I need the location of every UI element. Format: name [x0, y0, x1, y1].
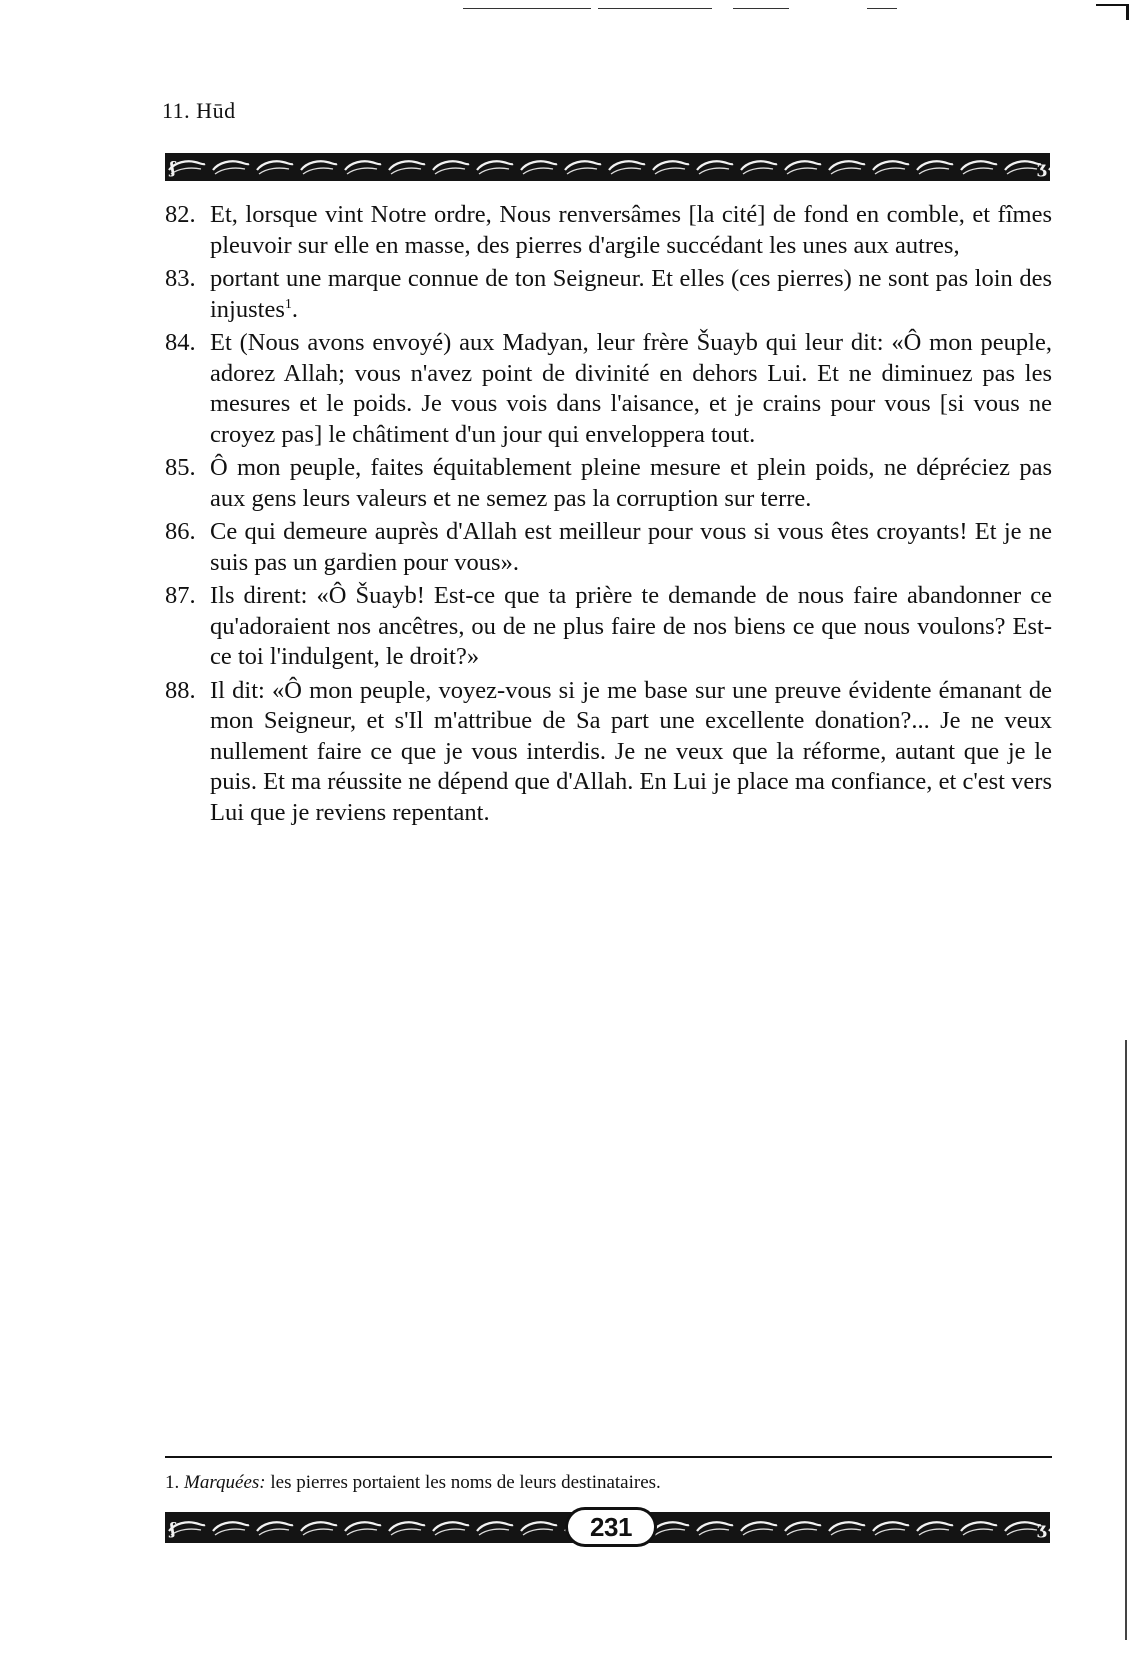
verse-number: 87.	[165, 582, 196, 609]
footnote-reference: 1	[284, 296, 292, 312]
verse-text: Ce qui demeure auprès d'Allah est meilleur pour vous si vous êtes croyants! Et je ne suis pas un gardien pour vous».	[210, 518, 1052, 576]
top-rule-left	[463, 8, 591, 9]
footnote	[165, 1471, 1052, 1495]
verse-number: 88.	[165, 676, 196, 704]
verse-84	[165, 328, 1052, 450]
verse-88	[165, 676, 1052, 829]
top-rule-middle	[598, 8, 712, 9]
svg-text:ʃ: ʃ	[170, 158, 176, 177]
verse-number: 85.	[165, 454, 196, 481]
verse-text-body: portant une marque connue de ton Seigneur. Et elles (ces pierres) ne sont pas loin des injustes	[210, 265, 1052, 323]
verse-list	[165, 200, 1052, 831]
svg-text:ʒ: ʒ	[1037, 158, 1047, 177]
top-ornament-band	[165, 153, 1050, 181]
svg-text:ʒ: ʒ	[1037, 1519, 1047, 1538]
chapter-header: 11. Hūd	[162, 98, 236, 123]
verse-text: Et, lorsque vint Notre ordre, Nous renversâmes [la cité] de fond en comble, et fîmes pleuvoir sur elle en masse, des pierres d'argile succédant les unes aux autres,	[210, 201, 1052, 259]
verse-85	[165, 453, 1052, 514]
page-edge-line	[1125, 1040, 1127, 1640]
verse-86	[165, 517, 1052, 578]
verse-text: Ô mon peuple, faites équitablement pleine mesure et plein poids, ne dépréciez pas aux gens leurs valeurs et ne semez pas la corruption sur terre.	[210, 454, 1052, 512]
verse-number: 84.	[165, 329, 196, 356]
page-number: 231	[565, 1507, 657, 1547]
corner-crop-mark	[1096, 4, 1129, 20]
verse-83	[165, 264, 1052, 325]
top-rule-right	[733, 8, 789, 9]
verse-82	[165, 200, 1052, 261]
verse-text	[210, 264, 1052, 325]
footnote-divider	[165, 1456, 1052, 1458]
verse-text: Et (Nous avons envoyé) aux Madyan, leur frère Šuayb qui leur dit: «Ô mon peuple, adorez Allah; vous n'avez point de divinité en dehors Lui. Et ne diminuez pas les mesures et le poids. Je vous vois dans l'aisance, et je crains pour vous [si vous ne croyez pas] le châtiment d'un jour qui enveloppera tout.	[210, 329, 1052, 448]
verse-number: 82.	[165, 201, 196, 228]
verse-text: Il dit: «Ô mon peuple, voyez-vous si je me base sur une preuve évidente émanant de mon Seigneur, et s'Il m'attribue de Sa part une excellente donation?... Je ne veux nullement faire ce que je vous interdis. Je ne veux que la réforme, autant que je le puis. Et ma réussite ne dépend que d'Allah. En Lui je place ma confiance, et c'est vers Lui que je reviens repentant.	[210, 676, 1052, 826]
svg-text:ʃ: ʃ	[170, 1519, 176, 1538]
footnote-text: les pierres portaient les noms de leurs destinataires.	[270, 1472, 661, 1493]
verse-text: Ils dirent: «Ô Šuayb! Est-ce que ta prière te demande de nous faire abandonner ce qu'adoraient nos ancêtres, ou de ne plus faire de nos biens ce que nous voulons? Est-ce toi l'indulgent, le droit?»	[210, 582, 1052, 670]
verse-number: 83.	[165, 265, 196, 292]
verse-number: 86.	[165, 518, 196, 545]
verse-87	[165, 581, 1052, 673]
verse-text-end: .	[291, 295, 298, 323]
footnote-number: 1.	[165, 1472, 180, 1493]
footnote-term: Marquées:	[184, 1472, 266, 1493]
top-rule-far-right	[867, 8, 897, 9]
